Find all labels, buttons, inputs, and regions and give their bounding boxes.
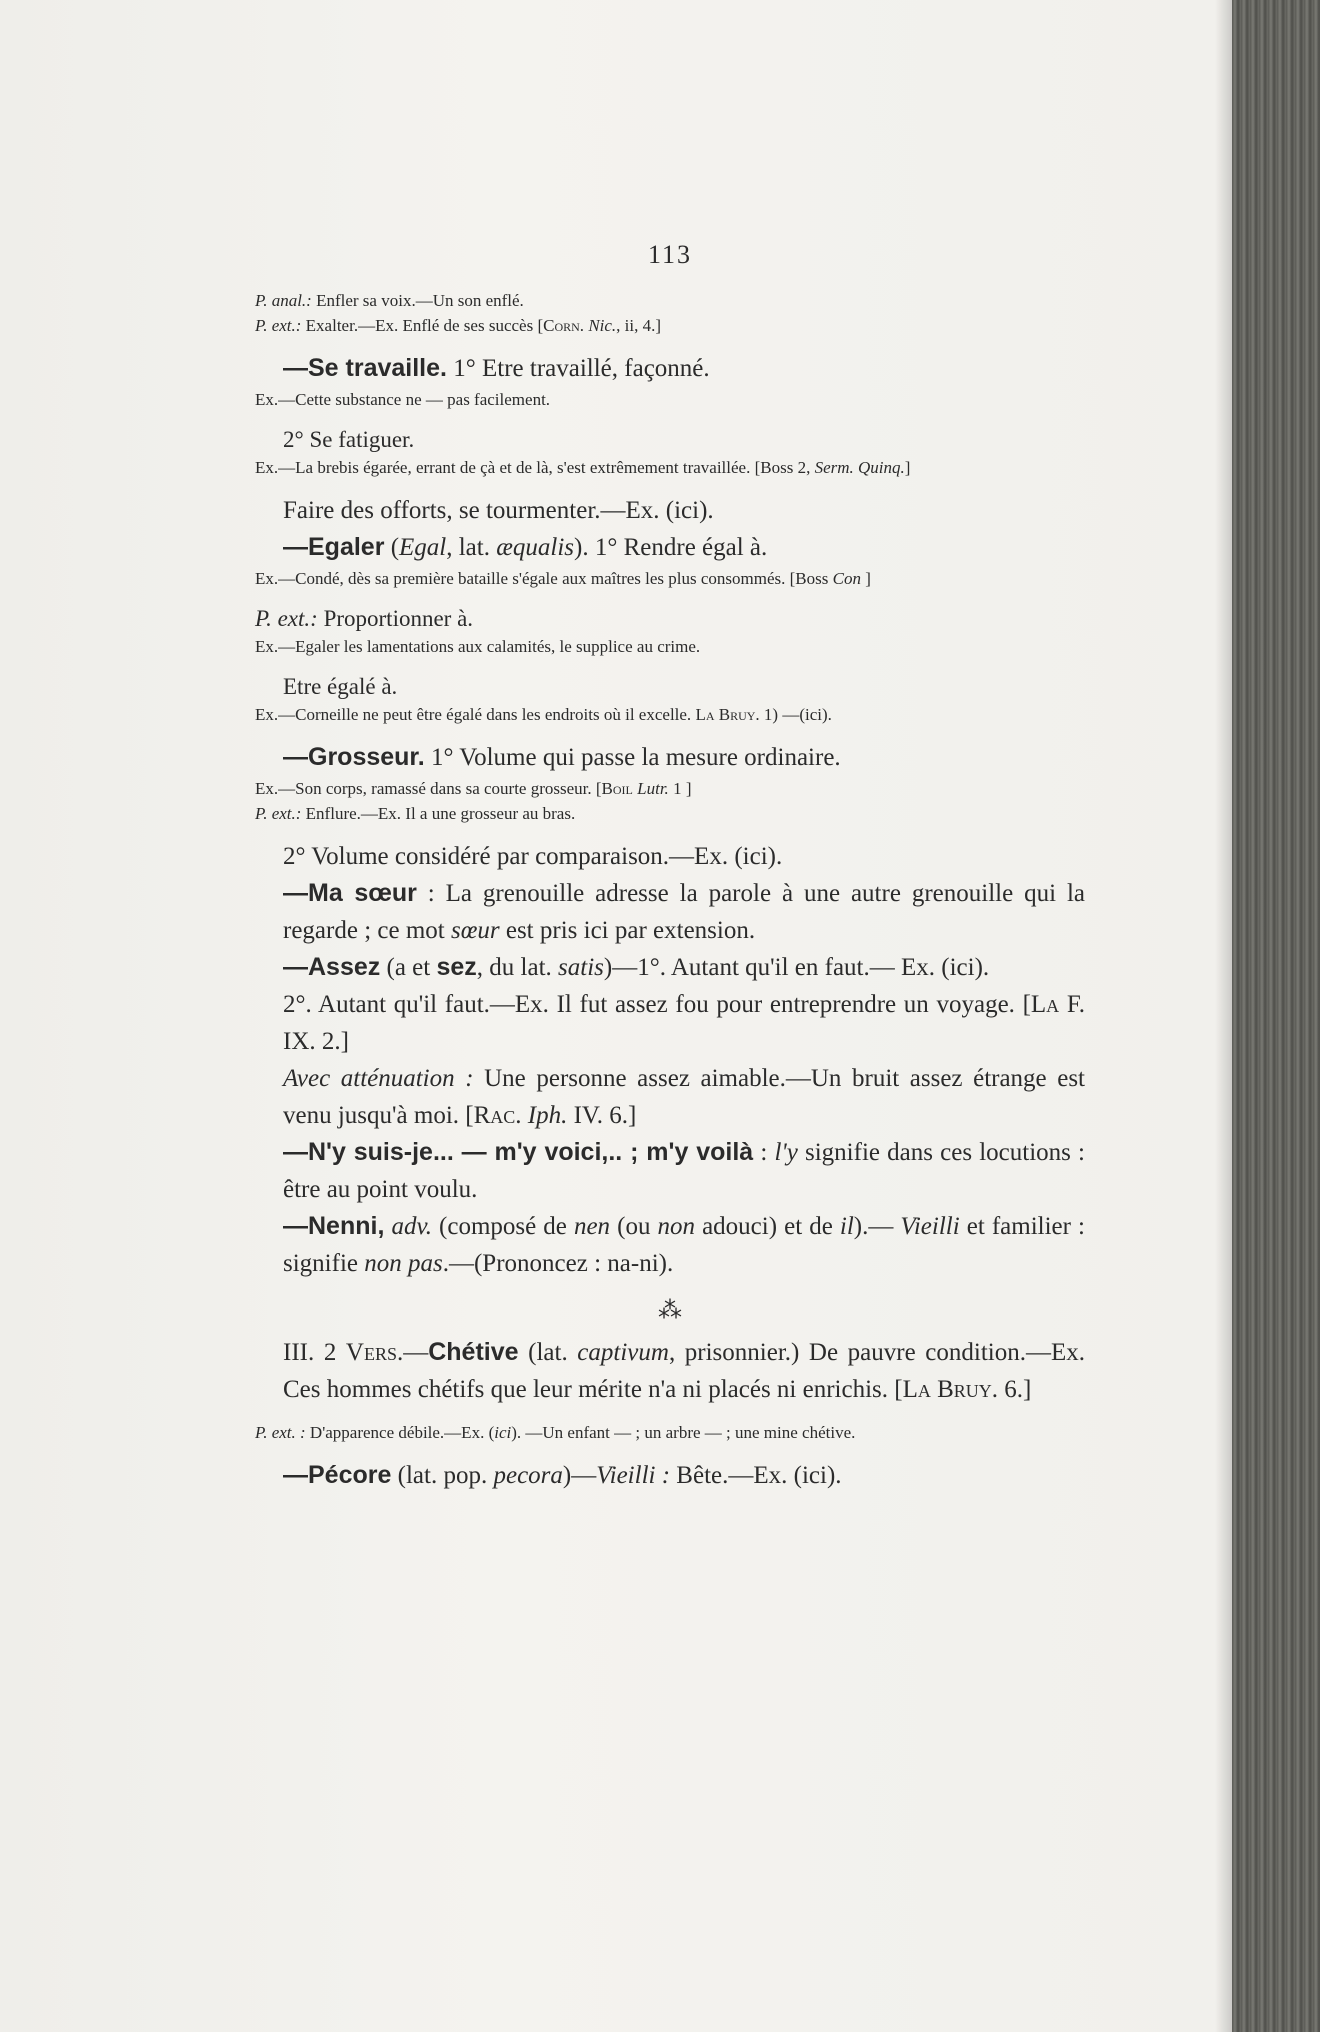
author: La Bruy.	[902, 1376, 999, 1403]
term-italic: sœur	[450, 917, 500, 944]
headword: —Se travaille.	[283, 354, 447, 382]
book-page-edges	[1232, 0, 1320, 2032]
text: Bête.—Ex. (ici).	[670, 1462, 842, 1489]
example	[255, 566, 1085, 591]
work: Serm. Quinq.	[814, 458, 905, 477]
definition: )—1°. Autant qu'il en faut.— Ex. (ici).	[603, 954, 990, 981]
etymon: pecora	[493, 1462, 563, 1489]
term-italic: l'y	[774, 1139, 798, 1166]
entry-grosseur	[255, 739, 1085, 776]
label-italic: P. ext.:	[255, 606, 318, 631]
entry-ny-suis-je	[255, 1134, 1085, 1208]
text: ]	[860, 569, 871, 588]
section-separator: ⁂	[658, 1298, 682, 1324]
page-text	[255, 240, 1085, 1494]
author: Boil	[601, 779, 633, 798]
entry-egaler	[255, 529, 1085, 566]
text: et familier : signifie	[283, 1213, 1085, 1277]
headword: —Assez	[283, 953, 381, 981]
etymon: satis	[558, 954, 604, 981]
text: , lat.	[446, 534, 497, 561]
work: Nic.	[584, 316, 617, 335]
headword: —Egaler	[283, 533, 385, 561]
entry-assez	[255, 949, 1085, 986]
term-italic: ici	[494, 1423, 512, 1442]
text: est pris ici par extension.	[499, 917, 756, 944]
entry-nenni	[255, 1208, 1085, 1282]
etymon: nen	[573, 1213, 611, 1240]
entry-line	[255, 313, 1085, 338]
text: ]	[904, 458, 911, 477]
text: Ex.—Condé, dès sa première bataille s'égale aux maîtres les plus consommés. [Boss	[255, 569, 833, 588]
text: adouci) et de	[695, 1213, 840, 1240]
headword: —N'y suis-je... — m'y voici,.. ; m'y voilà	[283, 1138, 754, 1166]
text: :	[753, 1139, 775, 1166]
page-number: 113	[647, 240, 693, 269]
text: Proportionner à.	[317, 606, 474, 631]
example	[255, 776, 1085, 801]
label-italic: Vieilli :	[596, 1462, 671, 1489]
text: (composé de	[431, 1213, 574, 1240]
sense	[255, 1060, 1085, 1134]
entry-se-travaille	[255, 350, 1085, 387]
text: ). —Un enfant — ; un arbre — ; une mine chétive.	[511, 1423, 856, 1442]
text: (a et	[380, 954, 437, 981]
text: Ex.—Corneille ne peut être égalé dans les endroits où il excelle.	[255, 705, 696, 724]
definition: 1° Volume qui passe la mesure ordinaire.	[424, 744, 841, 771]
text: IV. 6.]	[567, 1102, 637, 1129]
label-italic: Avec atténuation :	[283, 1065, 474, 1092]
text: IX. 2.]	[283, 1028, 349, 1055]
sense: 2° Volume considéré par comparaison.—Ex. (ici).	[283, 843, 783, 870]
headword: —Ma sœur	[283, 879, 417, 907]
headword: —Nenni,	[283, 1212, 385, 1240]
label-italic: Vieilli	[900, 1213, 960, 1240]
sense	[255, 986, 1085, 1060]
entry-pecore	[255, 1457, 1085, 1494]
entry-line	[255, 288, 1085, 313]
author: La F.	[1030, 991, 1085, 1018]
headword: Chétive	[428, 1338, 519, 1366]
text: signifie dans ces locutions : être au point voulu.	[283, 1139, 1085, 1203]
sense	[255, 603, 1085, 634]
text: .—(Prononcez : na-ni).	[442, 1250, 674, 1277]
text: III. 2	[283, 1339, 346, 1366]
etymon: il	[839, 1213, 854, 1240]
example	[255, 455, 1085, 480]
entry-chetive	[255, 1334, 1085, 1408]
definition: 1° Etre travaillé, façonné.	[446, 355, 710, 382]
text: 6.]	[998, 1376, 1032, 1403]
pos-italic: adv.	[384, 1213, 432, 1240]
sense: 2° Se fatiguer.	[283, 427, 415, 452]
etymon: non	[657, 1213, 696, 1240]
text: )—	[562, 1462, 597, 1489]
example	[255, 801, 1085, 826]
text: Enflure.—Ex. Il a une grosseur au bras.	[301, 804, 576, 823]
example: Ex.—Cette substance ne — pas facilement.	[255, 390, 551, 409]
sense: Faire des offorts, se tourmenter.—Ex. (ici).	[283, 497, 714, 524]
definition: ). 1° Rendre égal à.	[574, 534, 768, 561]
example	[255, 702, 1085, 727]
text: 1) —(ici).	[759, 705, 832, 724]
text: (	[384, 534, 400, 561]
etymon: æqualis	[496, 534, 575, 561]
headword: —Grosseur.	[283, 743, 425, 771]
author: Rac.	[473, 1102, 522, 1129]
definition: , prisonnier.) De pauvre condition.—Ex. Ces hommes chétifs que leur mérite n'a ni placés ni enrichis. [	[283, 1339, 1085, 1403]
text: Exalter.—Ex. Enflé de ses succès [	[301, 316, 544, 335]
label-italic: P. ext. :	[255, 1423, 306, 1442]
work: Iph.	[521, 1102, 568, 1129]
author: La Bruy.	[695, 705, 760, 724]
text: D'apparence débile.—Ex. (	[305, 1423, 495, 1442]
text: (lat.	[518, 1339, 578, 1366]
entry-ma-soeur	[255, 875, 1085, 949]
work: Lutr.	[632, 779, 669, 798]
text: (lat. pop.	[391, 1462, 494, 1489]
text: 2°. Autant qu'il faut.—Ex. Il fut assez fou pour entreprendre un voyage. [	[283, 991, 1031, 1018]
example: Ex.—Egaler les lamentations aux calamités, le supplice au crime.	[255, 637, 701, 656]
text: Ex.—La brebis égarée, errant de çà et de là, s'est extrêmement travaillée. [Boss 2,	[255, 458, 815, 477]
text: ).—	[853, 1213, 901, 1240]
text: (ou	[610, 1213, 658, 1240]
text: 1 ]	[668, 779, 692, 798]
label-italic: P. ext.:	[255, 804, 302, 823]
text: , du lat.	[476, 954, 559, 981]
etymon: Egal	[399, 534, 447, 561]
text: Ex.—Son corps, ramassé dans sa courte grosseur. [	[255, 779, 602, 798]
text: .—	[396, 1339, 429, 1366]
term-italic: non pas	[364, 1250, 443, 1277]
label-italic: P. anal.:	[255, 291, 312, 310]
example	[255, 1420, 1085, 1445]
etymon: captivum	[577, 1339, 669, 1366]
text: Enfler sa voix.—Un son enflé.	[311, 291, 524, 310]
label-italic: P. ext.:	[255, 316, 302, 335]
sense: Etre égalé à.	[283, 674, 398, 699]
text: Une personne assez aimable.—Un bruit assez étrange est venu jusqu'à moi. [	[283, 1065, 1086, 1129]
verse-label: Vers	[345, 1339, 397, 1366]
headword: —Pécore	[283, 1461, 392, 1489]
text: : La grenouille adresse la parole à une autre grenouille qui la regarde ; ce mot	[283, 880, 1085, 944]
text: , ii, 4.]	[616, 316, 662, 335]
etymon-bold: sez	[436, 953, 477, 981]
author: Corn.	[543, 316, 585, 335]
work: Con	[832, 569, 861, 588]
